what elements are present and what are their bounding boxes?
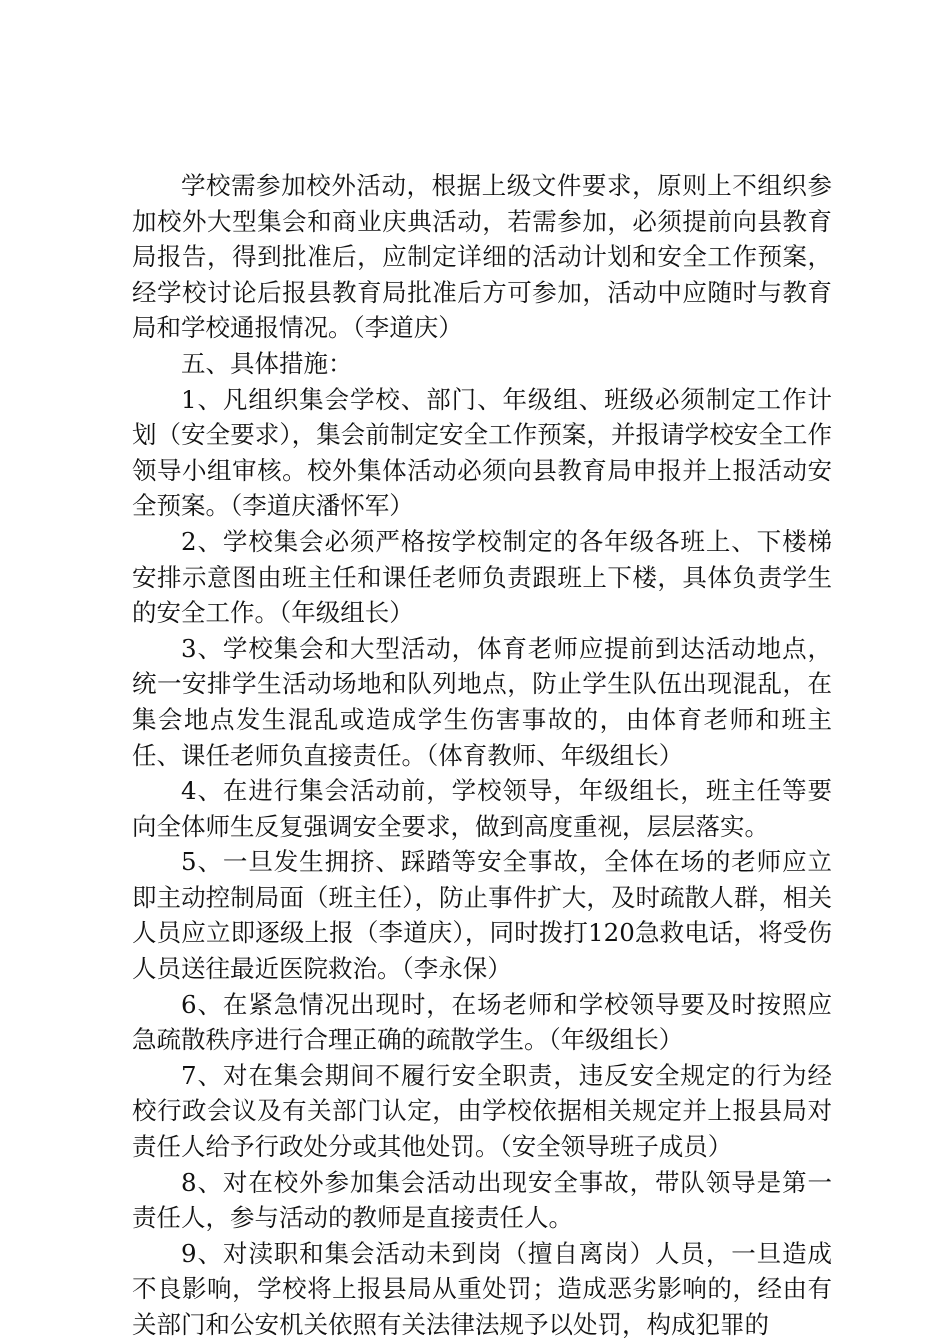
measure-item-4: 4、在进行集会活动前，学校领导，年级组长，班主任等要向全体师生反复强调安全要求，做到高度重视，层层落实。 bbox=[132, 776, 832, 841]
measure-item-9: 9、对渎职和集会活动未到岗（擅自离岗）人员，一旦造成不良影响，学校将上报县局从重处罚；造成恶劣影响的，经由有关部门和公安机关依照有关法律法规予以处罚，构成犯罪的 bbox=[132, 1238, 832, 1339]
measure-item-2: 2、学校集会必须严格按学校制定的各年级各班上、下楼梯安排示意图由班主任和课任老师负责跟班上下楼，具体负责学生的安全工作。（年级组长） bbox=[132, 526, 832, 628]
section-heading-measures: 五、具体措施： bbox=[181, 348, 353, 378]
paragraph-external-activities: 学校需参加校外活动，根据上级文件要求，原则上不组织参加校外大型集会和商业庆典活动，若需参加，必须提前向县教育局报告，得到批准后，应制定详细的活动计划和安全工作预案，经学校讨论后报县教育局批准后方可参加，活动中应随时与教育局和学校通报情况。（李道庆） bbox=[132, 171, 832, 343]
measure-item-7: 7、对在集会期间不履行安全职责，违反安全规定的行为经校行政会议及有关部门认定，由学校依据相关规定并上报县局对责任人给予行政处分或其他处罚。（安全领导班子成员） bbox=[132, 1060, 832, 1162]
measure-item-5: 5、一旦发生拥挤、踩踏等安全事故，全体在场的老师应立即主动控制局面（班主任），防止事件扩大，及时疏散人群，相关人员应立即逐级上报（李道庆），同时拨打120急救电话，将受伤人员送往最近医院救治。（李永保） bbox=[132, 847, 832, 984]
measure-item-3: 3、学校集会和大型活动，体育老师应提前到达活动地点，统一安排学生活动场地和队列地点，防止学生队伍出现混乱，在集会地点发生混乱或造成学生伤害事故的，由体育老师和班主任、课任老师负直接责任。（体育教师、年级组长） bbox=[132, 633, 832, 770]
measure-item-6: 6、在紧急情况出现时，在场老师和学校领导要及时按照应急疏散秩序进行合理正确的疏散学生。（年级组长） bbox=[132, 989, 832, 1055]
measure-item-8: 8、对在校外参加集会活动出现安全事故，带队领导是第一责任人，参与活动的教师是直接责任人。 bbox=[132, 1167, 832, 1233]
measure-item-1: 1、凡组织集会学校、部门、年级组、班级必须制定工作计划（安全要求），集会前制定安全工作预案，并报请学校安全工作领导小组审核。校外集体活动必须向县教育局申报并上报活动安全预案。（李道庆潘怀军） bbox=[132, 384, 832, 521]
document-body bbox=[132, 168, 832, 1343]
